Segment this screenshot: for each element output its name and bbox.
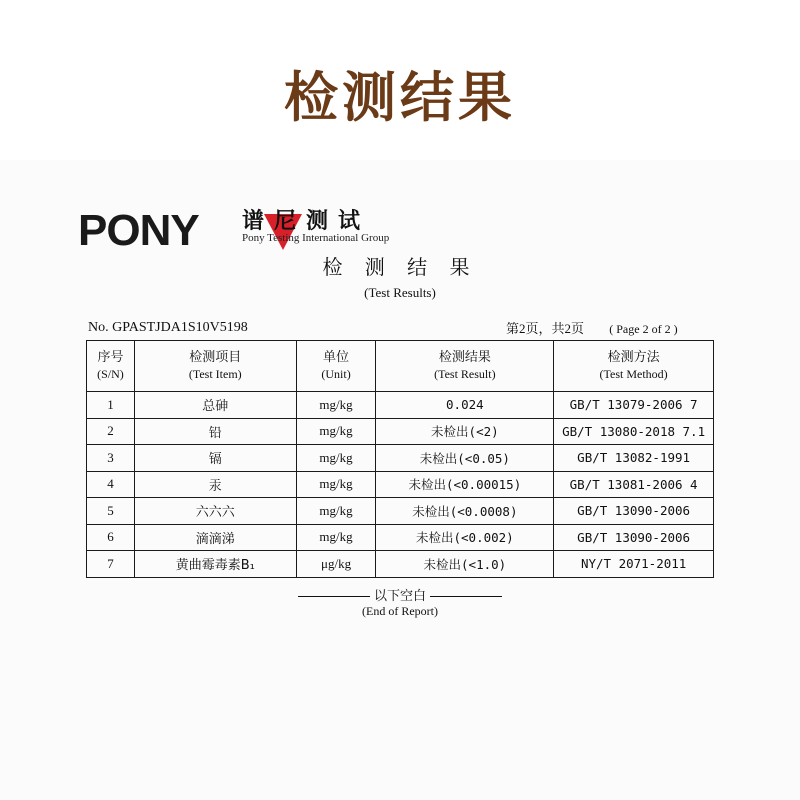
cell-method: GB/T 13080-2018 7.1 xyxy=(554,418,714,445)
table-row xyxy=(87,471,714,498)
header-test-item-en: (Test Item) xyxy=(188,367,242,381)
cell-method: GB/T 13082-1991 xyxy=(554,445,714,472)
end-rule-left xyxy=(298,596,370,597)
brand-name-en: Pony Testing International Group xyxy=(242,232,390,244)
header-sn-en: (S/N) xyxy=(97,367,124,381)
header-unit-cn: 单位 xyxy=(323,350,350,365)
header-test-result-en: (Test Result) xyxy=(434,367,496,381)
banner-title: 检测结果 xyxy=(284,66,516,129)
logo-wordmark: PONY xyxy=(78,206,199,255)
cell-result: 未检出(<1.0) xyxy=(376,551,554,578)
cell-method: GB/T 13090-2006 xyxy=(554,498,714,525)
header-test-item-cn: 检测项目 xyxy=(189,350,242,365)
cell-unit: mg/kg xyxy=(296,392,376,419)
cell-sn: 3 xyxy=(87,445,135,472)
cell-unit: mg/kg xyxy=(296,524,376,551)
cell-item: 汞 xyxy=(134,471,296,498)
cell-unit: μg/kg xyxy=(296,551,376,578)
cell-unit: mg/kg xyxy=(296,471,376,498)
cell-unit: mg/kg xyxy=(296,498,376,525)
cell-method: GB/T 13090-2006 xyxy=(554,524,714,551)
page-info xyxy=(506,318,678,337)
end-of-report-en: (End of Report) xyxy=(362,604,438,618)
header-unit xyxy=(296,341,376,392)
report-number: No. GPASTJDA1S10V5198 xyxy=(88,320,248,335)
cell-item: 总砷 xyxy=(134,392,296,419)
page-info-cn: 第2页，共2页 xyxy=(506,321,585,336)
table-row xyxy=(87,445,714,472)
header-test-result xyxy=(376,341,554,392)
header-sn-cn: 序号 xyxy=(97,350,124,365)
table-row xyxy=(87,392,714,419)
end-rule-right xyxy=(430,596,502,597)
table-row xyxy=(87,524,714,551)
header-unit-en: (Unit) xyxy=(321,367,351,381)
cell-unit: mg/kg xyxy=(296,418,376,445)
table-row xyxy=(87,551,714,578)
cell-result: 0.024 xyxy=(376,392,554,419)
cell-unit: mg/kg xyxy=(296,445,376,472)
results-table xyxy=(86,340,714,578)
table-row xyxy=(87,498,714,525)
cell-item: 滴滴涕 xyxy=(134,524,296,551)
cell-item: 镉 xyxy=(134,445,296,472)
cell-method: GB/T 13079-2006 7 xyxy=(554,392,714,419)
header-sn xyxy=(87,341,135,392)
cell-sn: 4 xyxy=(87,471,135,498)
header-test-method-cn: 检测方法 xyxy=(607,350,660,365)
cell-item: 黄曲霉毒素B₁ xyxy=(134,551,296,578)
document-title-en: (Test Results) xyxy=(364,285,436,300)
header-test-result-cn: 检测结果 xyxy=(438,350,491,365)
header-test-item xyxy=(134,341,296,392)
end-of-report-cn xyxy=(290,585,510,604)
cell-sn: 7 xyxy=(87,551,135,578)
table-header-row xyxy=(87,341,714,392)
header-test-method-en: (Test Method) xyxy=(599,367,668,381)
cell-sn: 6 xyxy=(87,524,135,551)
cell-sn: 5 xyxy=(87,498,135,525)
brand-name-cn: 谱尼测试 xyxy=(242,209,371,234)
header-test-method xyxy=(554,341,714,392)
cell-result: 未检出(<0.0008) xyxy=(376,498,554,525)
table-row xyxy=(87,418,714,445)
cell-method: NY/T 2071-2011 xyxy=(554,551,714,578)
end-text-cn: 以下空白 xyxy=(373,589,426,604)
document-title-cn: 检 测 结 果 xyxy=(322,255,478,279)
cell-item: 铅 xyxy=(134,418,296,445)
cell-sn: 2 xyxy=(87,418,135,445)
cell-result: 未检出(<0.002) xyxy=(376,524,554,551)
cell-result: 未检出(<2) xyxy=(376,418,554,445)
cell-sn: 1 xyxy=(87,392,135,419)
cell-result: 未检出(<0.05) xyxy=(376,445,554,472)
cell-result: 未检出(<0.00015) xyxy=(376,471,554,498)
cell-item: 六六六 xyxy=(134,498,296,525)
cell-method: GB/T 13081-2006 4 xyxy=(554,471,714,498)
page-info-en: ( Page 2 of 2 ) xyxy=(609,322,678,336)
